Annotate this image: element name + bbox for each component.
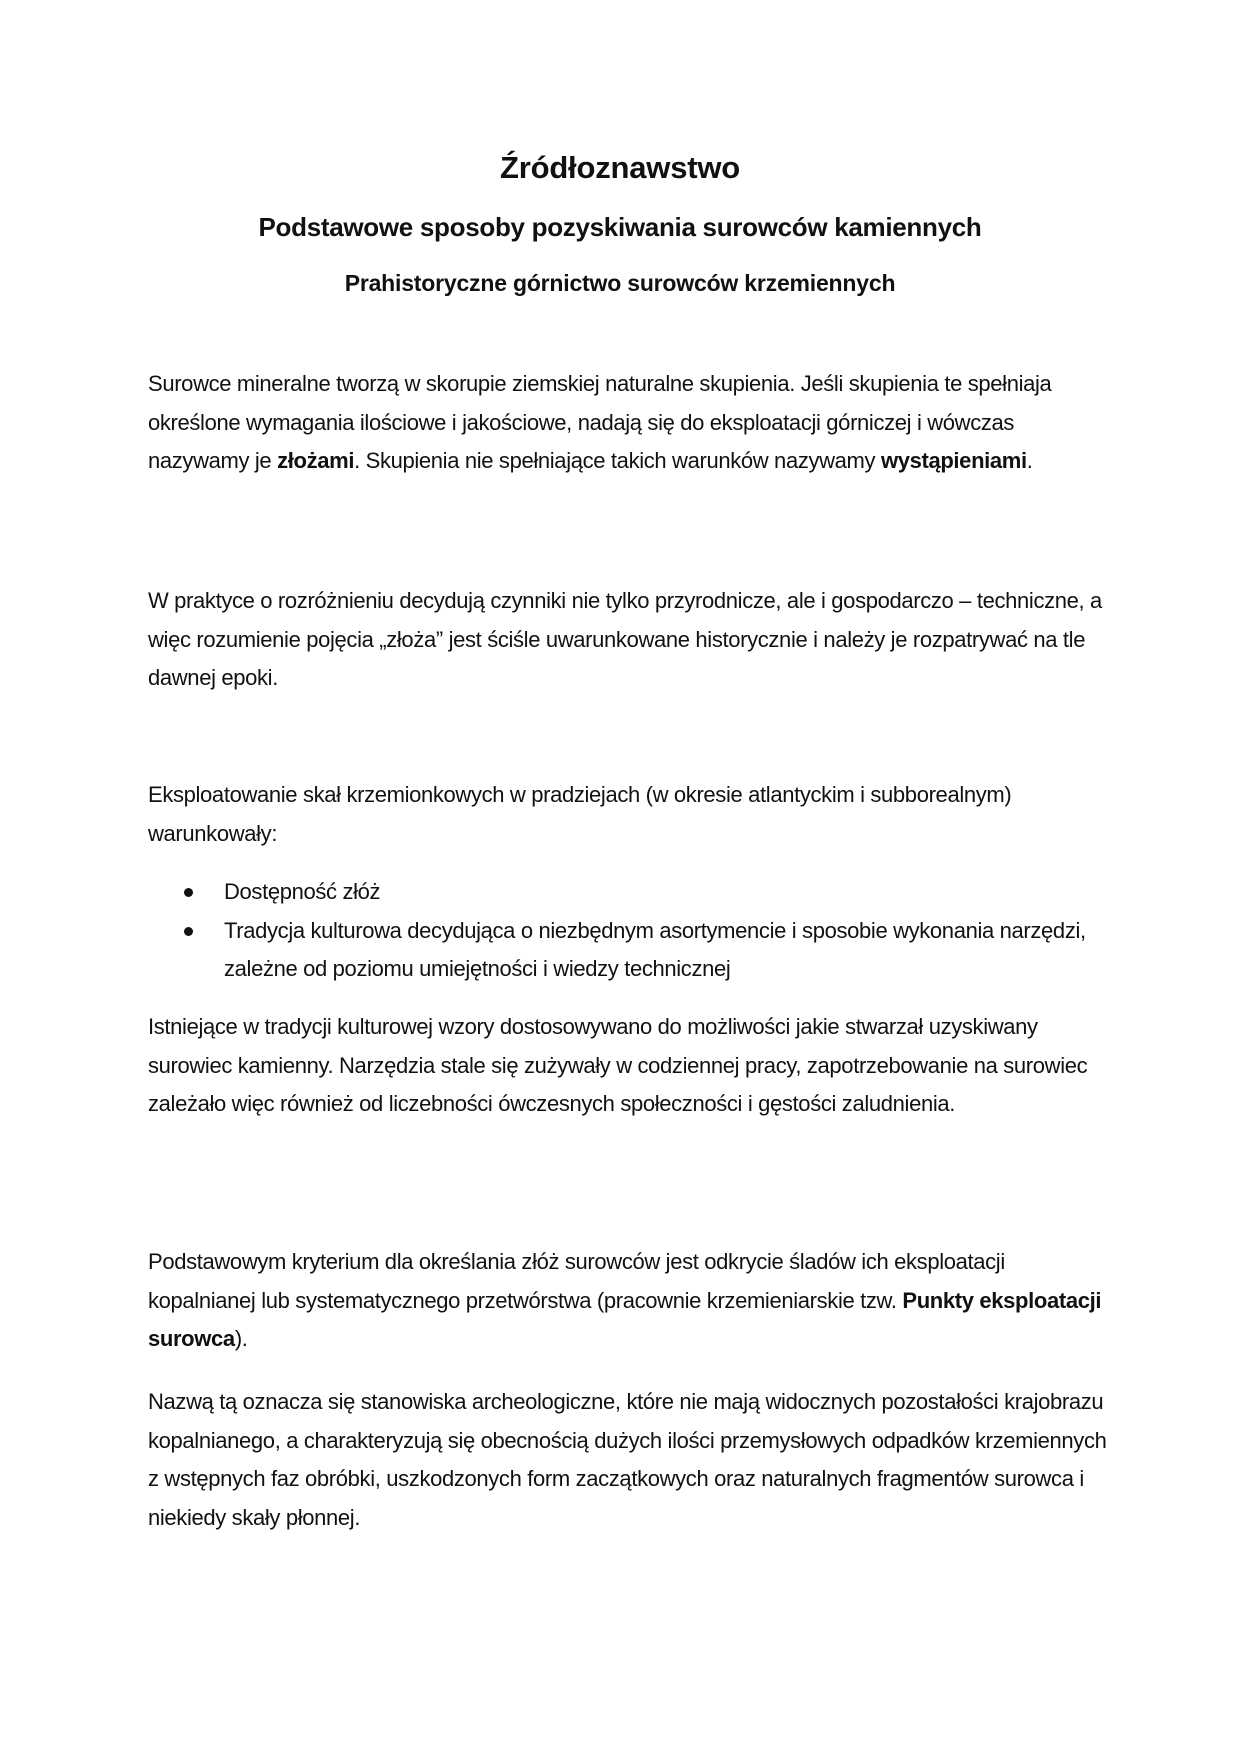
bold-term-punkty-eksploatacji: Punkty eksploatacji surowca [148, 1287, 1102, 1351]
list-item [148, 873, 1108, 912]
paragraph-text: Podstawowym kryterium dla określania złóż surowców jest odkrycie śladów ich eksploatacji kopalnianej lub systematycznego przetwórstwa (pracownie krzemieniarskie tzw. [148, 1249, 1005, 1313]
paragraph-deposits-definition [148, 365, 1108, 481]
list-item-text: Tradycja kulturowa decydująca o niezbędnym asortymencie i sposobie wykonania narzędzi, zależne od poziomu umiejętności i wiedzy technicznej [224, 917, 1086, 981]
list-item-text: Dostępność złóż [224, 879, 381, 904]
paragraph-text: . [1026, 448, 1033, 473]
paragraph-exploitation-conditions: Eksploatowanie skał krzemionkowych w pradziejach (w okresie atlantyckim i subborealnym) warunkowały: [148, 782, 1012, 846]
bullet-icon [184, 888, 193, 897]
paragraph-archaeological-sites: Nazwą tą oznacza się stanowiska archeologiczne, które nie mają widocznych pozostałości krajobrazu kopalnianego, a charakteryzują się obecnością dużych ilości przemysłowych odpadków krzemiennych z wstępnych faz obróbki, uszkodzonych form zaczątkowych oraz naturalnych fragmentów surowca i niekiedy skały płonnej. [148, 1389, 1107, 1530]
list-item [148, 912, 1108, 989]
paragraph-cultural-tradition: Istniejące w tradycji kulturowej wzory dostosowywano do możliwości jakie stwarzał uzyskiwany surowiec kamienny. Narzędzia stale się zużywały w codziennej pracy, zapotrzebowanie na surowiec zależało więc również od liczebności ówczesnych społeczności i gęstości zaludnienia. [148, 1014, 1088, 1116]
bullet-icon [184, 927, 193, 936]
paragraph-practice: W praktyce o rozróżnieniu decydują czynniki nie tylko przyrodnicze, ale i gospodarczo – techniczne, a więc rozumienie pojęcia „złoża” jest ściśle uwarunkowane historycznie i należy je rozpatrywać na tle dawnej epoki. [148, 588, 1102, 690]
paragraph-text: . Skupienia nie spełniające takich warunków nazywamy [354, 448, 881, 473]
paragraph-text: ). [234, 1326, 248, 1351]
conditions-list [148, 873, 1108, 989]
document-section-title: Prahistoryczne górnictwo surowców krzemiennych [344, 270, 896, 296]
paragraph-text: Surowce mineralne tworzą w skorupie ziemskiej naturalne skupienia. Jeśli skupienia te spełniaja określone wymagania ilościowe i jakościowe, nadają się do eksploatacji górniczej i wówczas nazywamy je [148, 371, 1052, 473]
document-title: Źródłoznawstwo [499, 150, 741, 185]
bold-term-wystapieniami: wystąpieniami [880, 448, 1027, 473]
paragraph-basic-criterion [148, 1243, 1108, 1359]
document-subtitle: Podstawowe sposoby pozyskiwania surowców kamiennych [258, 212, 982, 242]
bold-term-zlozami: złożami [277, 448, 355, 473]
title-block [0, 148, 1240, 298]
